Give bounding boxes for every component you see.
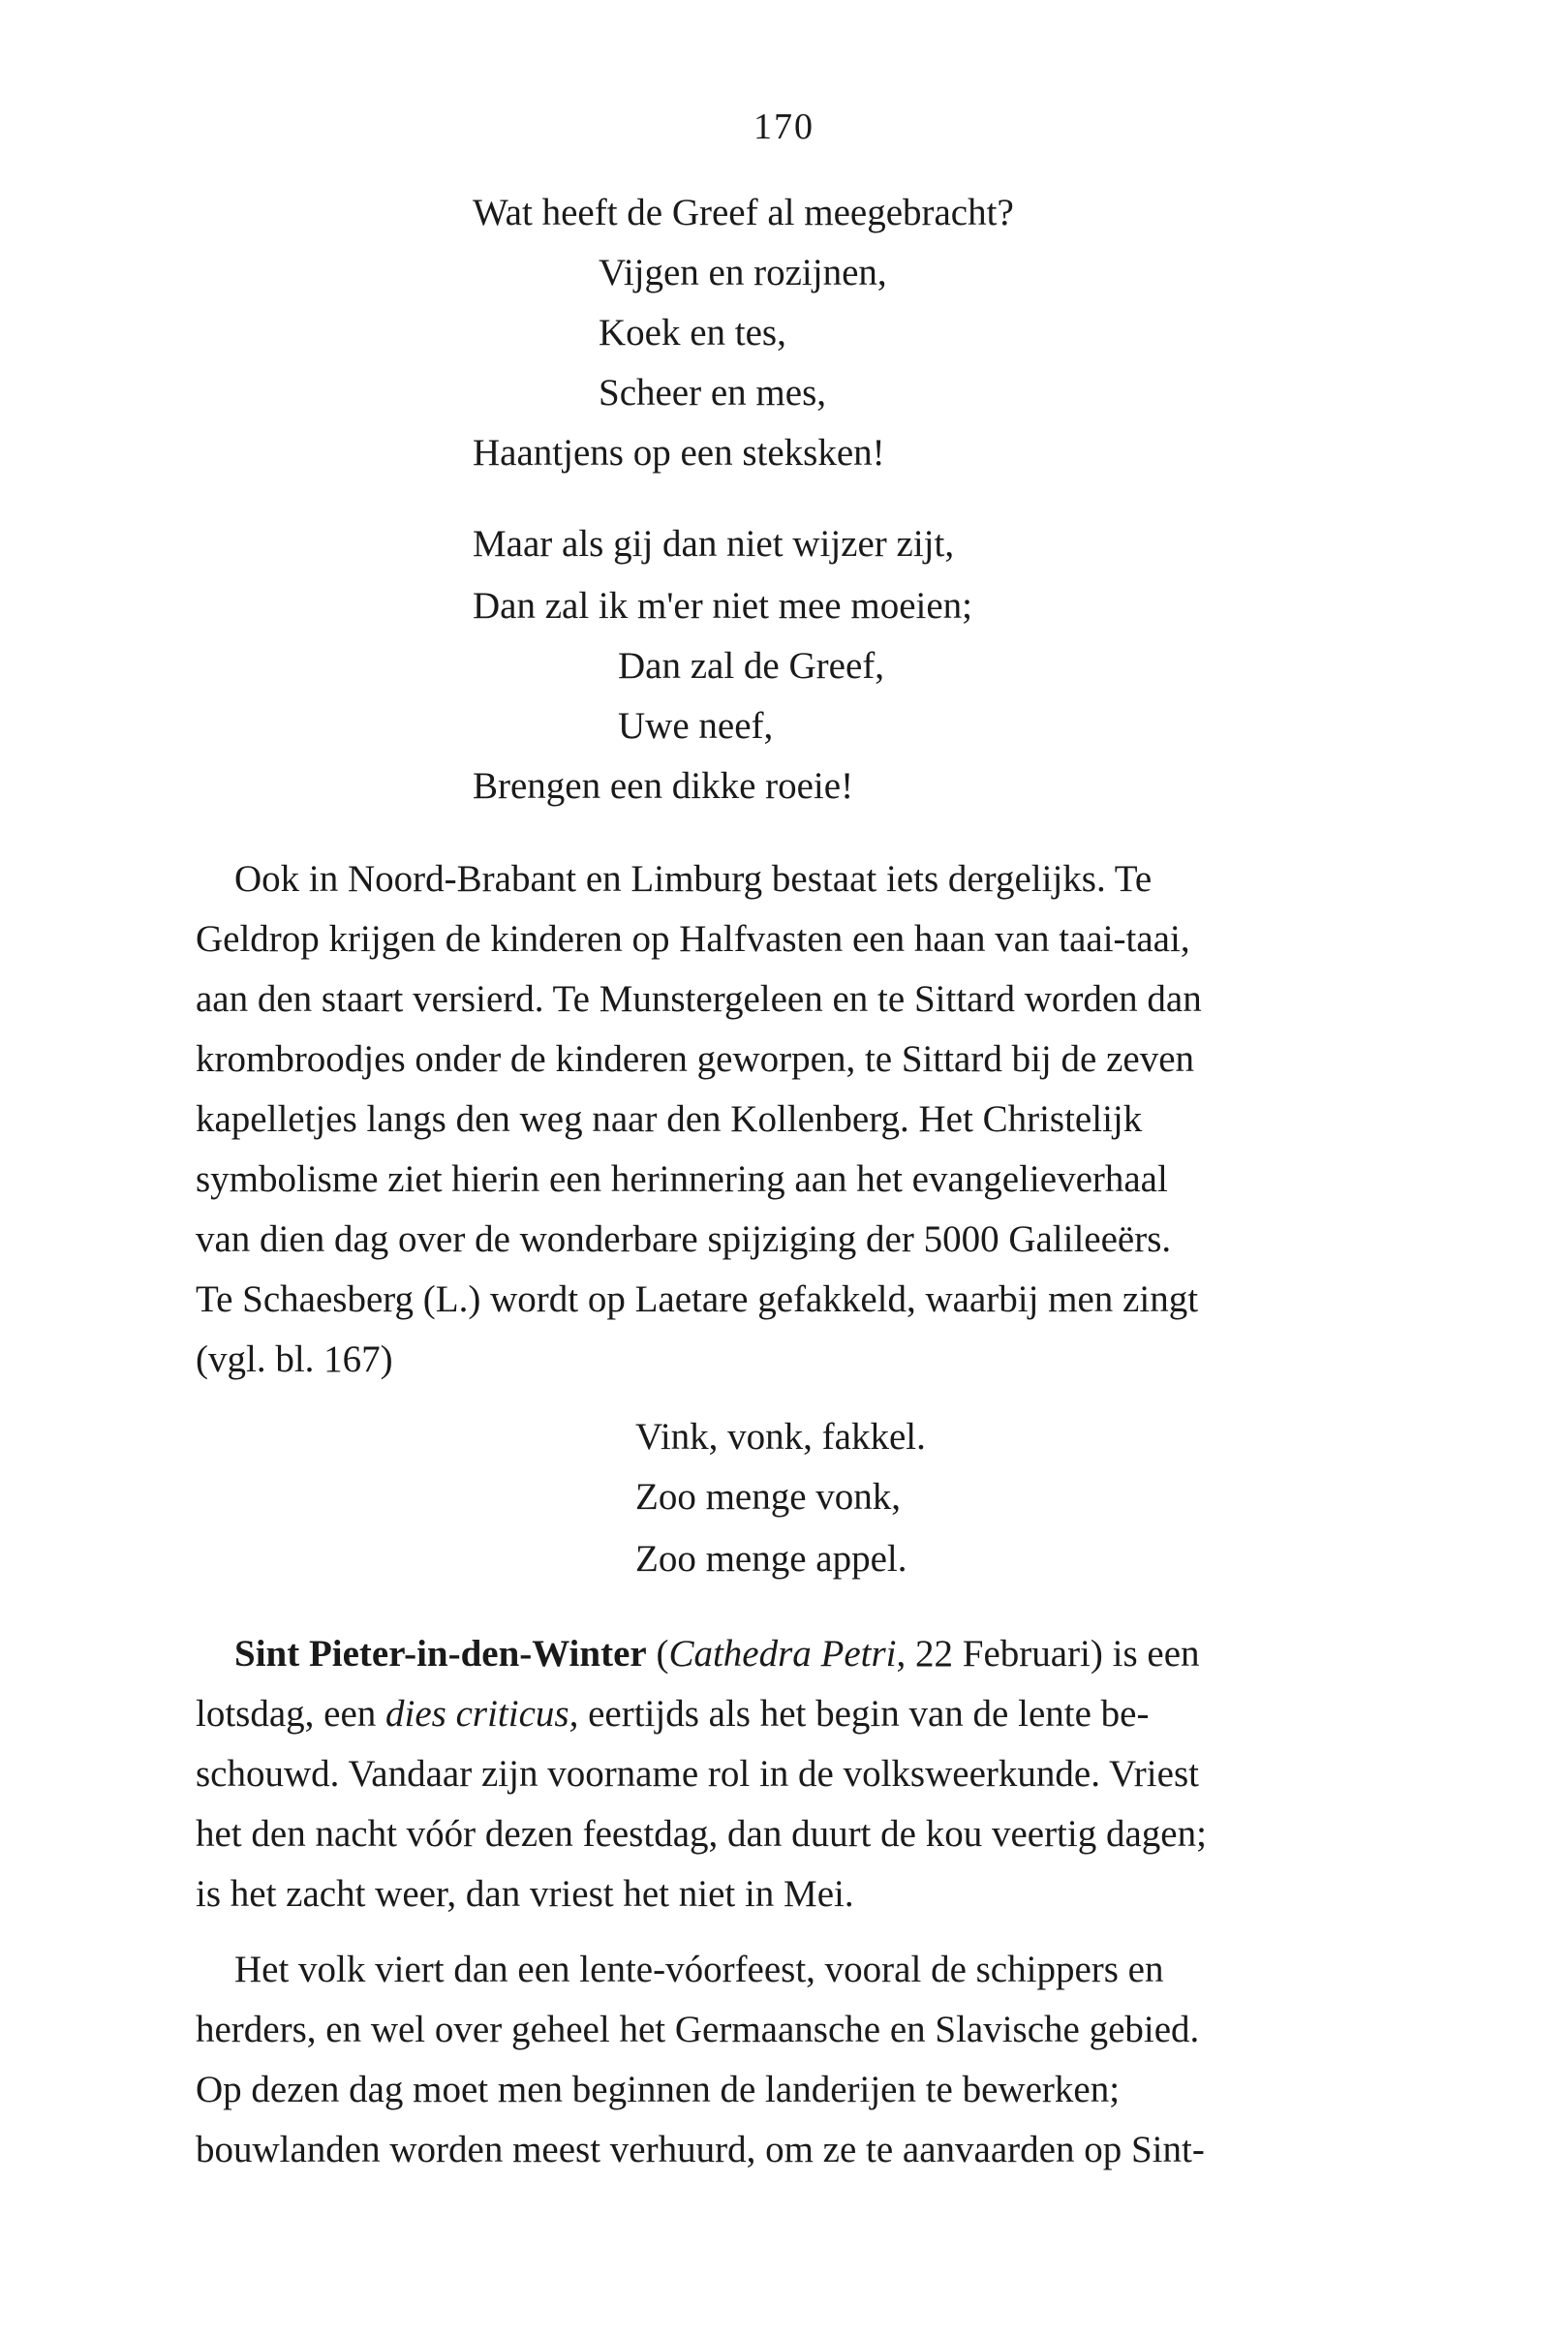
verse-line: Vijgen en rozijnen,: [599, 252, 887, 293]
paragraph-line: Ook in Noord-Brabant en Limburg bestaat iets dergelijks. Te: [234, 858, 1153, 900]
section-line: schouwd. Vandaar zijn voorname rol in de volksweerkunde. Vriest: [196, 1753, 1199, 1795]
paragraph-line: Te Schaesberg (L.) wordt op Laetare gefakkeld, waarbij men zingt: [196, 1278, 1199, 1320]
verse-line: Scheer en mes,: [599, 372, 826, 414]
paragraph-line: symbolisme ziet hierin een herinnering aan het evangelieverhaal: [196, 1158, 1168, 1200]
verse-line: Vink, vonk, fakkel.: [635, 1416, 926, 1458]
text-run: eertijds als het begin van de lente be-: [578, 1693, 1150, 1735]
paragraph-line: (vgl. bl. 167): [196, 1338, 393, 1380]
date-text: , 22 Februari) is een: [896, 1633, 1200, 1675]
section-first-line: [234, 1635, 1200, 1673]
page-number: 170: [753, 107, 815, 147]
verse-line: Dan zal ik m'er niet mee moeien;: [473, 585, 972, 627]
verse-line: Maar als gij dan niet wijzer zijt,: [473, 523, 955, 565]
verse-line: Uwe neef,: [618, 705, 774, 747]
open-paren: (: [646, 1633, 669, 1675]
verse-line: Brengen een dikke roeie!: [473, 765, 854, 807]
paragraph-line: aan den staart versierd. Te Munstergeleen en te Sittard worden dan: [196, 978, 1202, 1020]
verse-line: Haantjens op een steksken!: [473, 432, 885, 474]
paragraph-line: krombroodjes onder de kinderen geworpen, te Sittard bij de zeven: [196, 1038, 1195, 1080]
section-line: [196, 1695, 1149, 1733]
paragraph-line: Het volk viert dan een lente-vóorfeest, vooral de schippers en: [234, 1949, 1164, 1990]
verse-line: Zoo menge appel.: [635, 1538, 907, 1580]
section-heading: Sint Pieter-in-den-Winter: [234, 1633, 647, 1675]
verse-line: Koek en tes,: [599, 312, 786, 354]
paragraph-line: Op dezen dag moet men beginnen de landerijen te bewerken;: [196, 2069, 1121, 2110]
paragraph-line: Geldrop krijgen de kinderen op Halfvasten een haan van taai-taai,: [196, 918, 1190, 960]
section-line: is het zacht weer, dan vriest het niet in Mei.: [196, 1873, 854, 1915]
section-line: het den nacht vóór dezen feestdag, dan duurt de kou veertig dagen;: [196, 1813, 1207, 1855]
verse-line: Wat heeft de Greef al meegebracht?: [473, 192, 1014, 233]
text-run: lotsdag, een: [196, 1693, 386, 1735]
paragraph-line: van dien dag over de wonderbare spijziging der 5000 Galileeërs.: [196, 1218, 1172, 1260]
latin-name: Cathedra Petri: [668, 1633, 897, 1675]
verse-line: Dan zal de Greef,: [618, 645, 884, 687]
latin-term: dies criticus,: [385, 1693, 579, 1735]
paragraph-line: bouwlanden worden meest verhuurd, om ze te aanvaarden op Sint-: [196, 2129, 1205, 2170]
paragraph-line: herders, en wel over geheel het Germaansche en Slavische gebied.: [196, 2009, 1200, 2050]
verse-line: Zoo menge vonk,: [635, 1476, 902, 1518]
paragraph-line: kapelletjes langs den weg naar den Kollenberg. Het Christelijk: [196, 1098, 1143, 1140]
